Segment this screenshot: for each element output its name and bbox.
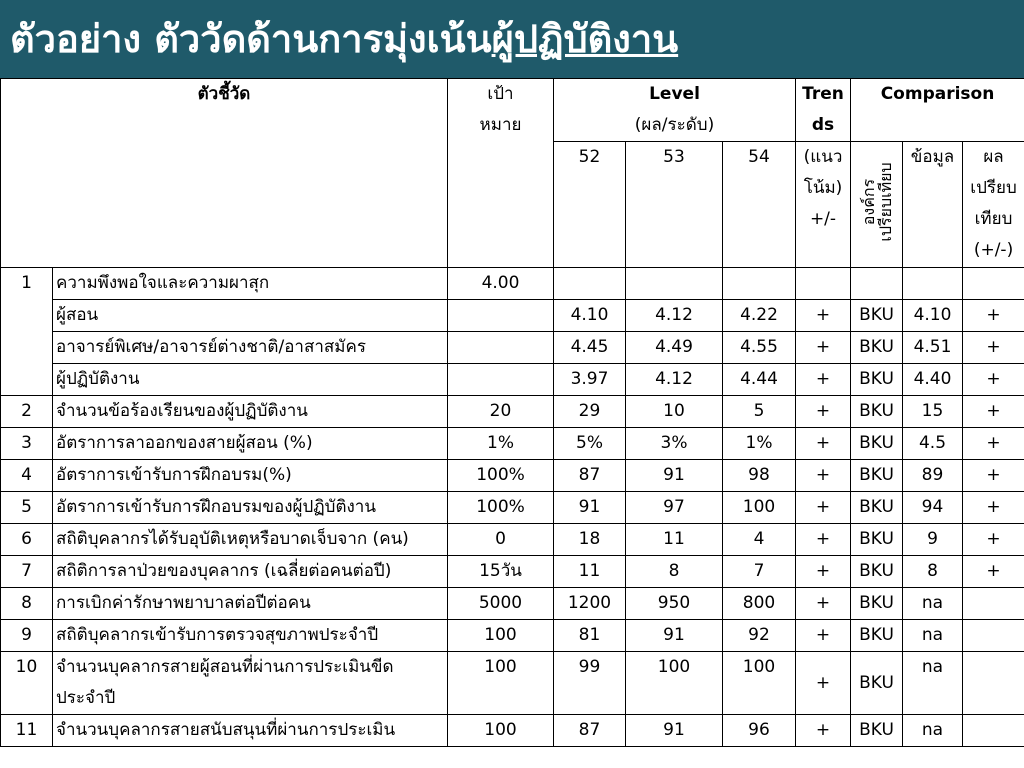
y52-cell: 81 xyxy=(554,620,626,652)
result-cell: + xyxy=(963,300,1024,332)
target-cell: 100% xyxy=(448,460,554,492)
data-cell: na xyxy=(903,715,963,747)
y52-cell: 91 xyxy=(554,492,626,524)
indicator-name: อัตราการเข้ารับการฝึกอบรม(%) xyxy=(53,460,448,492)
trend-cell: + xyxy=(796,588,851,620)
indicator-name: สถิติบุคลากรได้รับอุบัติเหตุหรือบาดเจ็บจาก (คน) xyxy=(53,524,448,556)
slide-title xyxy=(0,0,1024,78)
trend-cell: + xyxy=(796,300,851,332)
org-header-line2: เปรียบเทียบ xyxy=(875,162,895,242)
result-header-line2: เปรียบ xyxy=(970,178,1017,198)
indicator-name: อัตราการเข้ารับการฝึกอบรมของผู้ปฏิบัติงาน xyxy=(53,492,448,524)
indicator-name: อาจารย์พิเศษ/อาจารย์ต่างชาติ/อาสาสมัคร xyxy=(53,332,448,364)
result-cell: + xyxy=(963,332,1024,364)
target-cell xyxy=(448,364,554,396)
result-cell xyxy=(963,588,1024,620)
result-header-line1: ผล xyxy=(983,147,1004,167)
trends-sub-line2: โน้ม) xyxy=(803,178,843,198)
indicator-table xyxy=(0,78,1024,747)
y54-cell: 4.44 xyxy=(723,364,796,396)
table-row xyxy=(1,268,1024,300)
org-cell xyxy=(851,268,903,300)
table-row xyxy=(1,524,1024,556)
result-cell: + xyxy=(963,428,1024,460)
result-cell: + xyxy=(963,556,1024,588)
data-cell: 8 xyxy=(903,556,963,588)
y52-cell: 3.97 xyxy=(554,364,626,396)
y52-cell: 99 xyxy=(554,652,626,715)
target-cell: 0 xyxy=(448,524,554,556)
row-number: 1 xyxy=(1,268,53,396)
y54-cell: 800 xyxy=(723,588,796,620)
row-number: 5 xyxy=(1,492,53,524)
indicator-name: ความพึงพอใจและความผาสุก xyxy=(53,268,448,300)
data-cell: na xyxy=(903,620,963,652)
y53-cell: 3% xyxy=(626,428,723,460)
y52-cell: 11 xyxy=(554,556,626,588)
row-number: 10 xyxy=(1,652,53,715)
y54-cell: 7 xyxy=(723,556,796,588)
y54-cell: 5 xyxy=(723,396,796,428)
table-row xyxy=(1,332,1024,364)
y52-cell: 5% xyxy=(554,428,626,460)
table-row xyxy=(1,364,1024,396)
data-cell: 94 xyxy=(903,492,963,524)
row-number: 7 xyxy=(1,556,53,588)
indicator-name: ผู้สอน xyxy=(53,300,448,332)
y53-cell: 4.49 xyxy=(626,332,723,364)
trend-cell: + xyxy=(796,620,851,652)
indicator-name: สถิติบุคลากรเข้ารับการตรวจสุขภาพประจำปี xyxy=(53,620,448,652)
data-cell: na xyxy=(903,652,963,715)
y52-cell: 29 xyxy=(554,396,626,428)
y53-cell: 8 xyxy=(626,556,723,588)
target-cell: 4.00 xyxy=(448,268,554,300)
result-cell xyxy=(963,620,1024,652)
y54-cell: 96 xyxy=(723,715,796,747)
target-header-line1: เป้า xyxy=(487,84,514,104)
table-row xyxy=(1,715,1024,747)
y52-cell: 87 xyxy=(554,460,626,492)
result-cell: + xyxy=(963,492,1024,524)
target-cell: 20 xyxy=(448,396,554,428)
row-number: 4 xyxy=(1,460,53,492)
indicator-name: สถิติการลาป่วยของบุคลากร (เฉลี่ยต่อคนต่อปี) xyxy=(53,556,448,588)
org-compare-header xyxy=(851,142,903,268)
y54-cell: 100 xyxy=(723,492,796,524)
table-row xyxy=(1,556,1024,588)
indicator-header: ตัวชี้วัด xyxy=(1,79,448,268)
trend-cell: + xyxy=(796,556,851,588)
indicator-name: จำนวนข้อร้องเรียนของผู้ปฏิบัติงาน xyxy=(53,396,448,428)
trends-sub-line3: +/- xyxy=(809,209,837,229)
y54-cell: 100 xyxy=(723,652,796,715)
y53-cell: 4.12 xyxy=(626,364,723,396)
y52-cell: 4.10 xyxy=(554,300,626,332)
org-cell: BKU xyxy=(851,460,903,492)
y54-cell: 4 xyxy=(723,524,796,556)
row-number: 8 xyxy=(1,588,53,620)
y53-cell: 100 xyxy=(626,652,723,715)
trend-cell: + xyxy=(796,652,851,715)
target-header-line2: หมาย xyxy=(479,115,522,135)
org-cell: BKU xyxy=(851,332,903,364)
result-header xyxy=(963,142,1024,268)
org-cell: BKU xyxy=(851,364,903,396)
trend-cell: + xyxy=(796,428,851,460)
org-cell: BKU xyxy=(851,300,903,332)
data-cell: 4.51 xyxy=(903,332,963,364)
trends-sub-line1: (แนว xyxy=(803,147,843,167)
data-cell: 9 xyxy=(903,524,963,556)
data-cell: 89 xyxy=(903,460,963,492)
result-cell xyxy=(963,652,1024,715)
table-row xyxy=(1,588,1024,620)
target-cell: 100 xyxy=(448,620,554,652)
result-cell xyxy=(963,715,1024,747)
org-cell: BKU xyxy=(851,492,903,524)
y54-cell: 1% xyxy=(723,428,796,460)
result-cell: + xyxy=(963,460,1024,492)
table-row xyxy=(1,492,1024,524)
org-cell: BKU xyxy=(851,620,903,652)
data-cell: 4.40 xyxy=(903,364,963,396)
y53-cell: 91 xyxy=(626,715,723,747)
target-cell: 100% xyxy=(448,492,554,524)
row-number: 9 xyxy=(1,620,53,652)
data-cell: na xyxy=(903,588,963,620)
target-cell: 100 xyxy=(448,652,554,715)
year-52-header: 52 xyxy=(554,142,626,268)
table-row xyxy=(1,460,1024,492)
row-number: 2 xyxy=(1,396,53,428)
y53-cell: 11 xyxy=(626,524,723,556)
org-cell: BKU xyxy=(851,556,903,588)
level-header-sub: (ผล/ระดับ) xyxy=(634,115,715,135)
target-cell: 1% xyxy=(448,428,554,460)
target-header xyxy=(448,79,554,268)
title-underlined: ผู้ปฏิบัติงาน xyxy=(491,17,679,61)
org-cell: BKU xyxy=(851,396,903,428)
target-cell: 100 xyxy=(448,715,554,747)
trend-cell: + xyxy=(796,715,851,747)
trend-cell: + xyxy=(796,492,851,524)
trend-cell: + xyxy=(796,364,851,396)
org-header-line1: องค์กร xyxy=(858,178,878,226)
row-number: 11 xyxy=(1,715,53,747)
y52-cell: 4.45 xyxy=(554,332,626,364)
target-cell xyxy=(448,300,554,332)
y53-cell xyxy=(626,268,723,300)
result-header-line4: (+/-) xyxy=(973,240,1014,260)
trend-cell: + xyxy=(796,524,851,556)
table-row xyxy=(1,652,1024,715)
indicator-name: การเบิกค่ารักษาพยาบาลต่อปีต่อคน xyxy=(53,588,448,620)
y52-cell xyxy=(554,268,626,300)
result-cell xyxy=(963,268,1024,300)
y52-cell: 87 xyxy=(554,715,626,747)
org-cell: BKU xyxy=(851,524,903,556)
y54-cell: 4.22 xyxy=(723,300,796,332)
y52-cell: 1200 xyxy=(554,588,626,620)
data-header: ข้อมูล xyxy=(903,142,963,268)
y53-cell: 91 xyxy=(626,620,723,652)
org-cell: BKU xyxy=(851,428,903,460)
data-cell: 4.5 xyxy=(903,428,963,460)
indicator-name: จำนวนบุคลากรสายผู้สอนที่ผ่านการประเมินขีด ประจำปี xyxy=(53,652,448,715)
indicator-name: จำนวนบุคลากรสายสนับสนุนที่ผ่านการประเมิน xyxy=(53,715,448,747)
result-cell: + xyxy=(963,524,1024,556)
row-number: 6 xyxy=(1,524,53,556)
y54-cell: 98 xyxy=(723,460,796,492)
table-row xyxy=(1,396,1024,428)
result-cell: + xyxy=(963,396,1024,428)
trend-cell xyxy=(796,268,851,300)
trend-cell: + xyxy=(796,460,851,492)
y53-cell: 97 xyxy=(626,492,723,524)
comparison-header: Comparison xyxy=(851,79,1024,142)
trends-header-line1: Tren xyxy=(802,84,844,104)
y54-cell: 4.55 xyxy=(723,332,796,364)
trend-cell: + xyxy=(796,396,851,428)
indicator-name: อัตราการลาออกของสายผู้สอน (%) xyxy=(53,428,448,460)
table-row xyxy=(1,620,1024,652)
target-cell: 15วัน xyxy=(448,556,554,588)
y53-cell: 4.12 xyxy=(626,300,723,332)
y53-cell: 10 xyxy=(626,396,723,428)
y54-cell xyxy=(723,268,796,300)
y52-cell: 18 xyxy=(554,524,626,556)
y53-cell: 91 xyxy=(626,460,723,492)
trend-cell: + xyxy=(796,332,851,364)
data-cell: 15 xyxy=(903,396,963,428)
year-54-header: 54 xyxy=(723,142,796,268)
y53-cell: 950 xyxy=(626,588,723,620)
table-row xyxy=(1,300,1024,332)
result-header-line3: เทียบ xyxy=(974,209,1013,229)
title-main: ตัวอย่าง ตัววัดด้านการมุ่งเน้น xyxy=(10,17,492,61)
trends-sub-header xyxy=(796,142,851,268)
target-cell xyxy=(448,332,554,364)
y54-cell: 92 xyxy=(723,620,796,652)
data-cell xyxy=(903,268,963,300)
org-cell: BKU xyxy=(851,588,903,620)
year-53-header: 53 xyxy=(626,142,723,268)
org-cell: BKU xyxy=(851,652,903,715)
level-header-title: Level xyxy=(649,84,700,104)
indicator-name: ผู้ปฏิบัติงาน xyxy=(53,364,448,396)
trends-header xyxy=(796,79,851,142)
row-number: 3 xyxy=(1,428,53,460)
data-cell: 4.10 xyxy=(903,300,963,332)
table-row xyxy=(1,428,1024,460)
org-cell: BKU xyxy=(851,715,903,747)
trends-header-line2: ds xyxy=(811,115,835,135)
target-cell: 5000 xyxy=(448,588,554,620)
result-cell: + xyxy=(963,364,1024,396)
level-header xyxy=(554,79,796,142)
